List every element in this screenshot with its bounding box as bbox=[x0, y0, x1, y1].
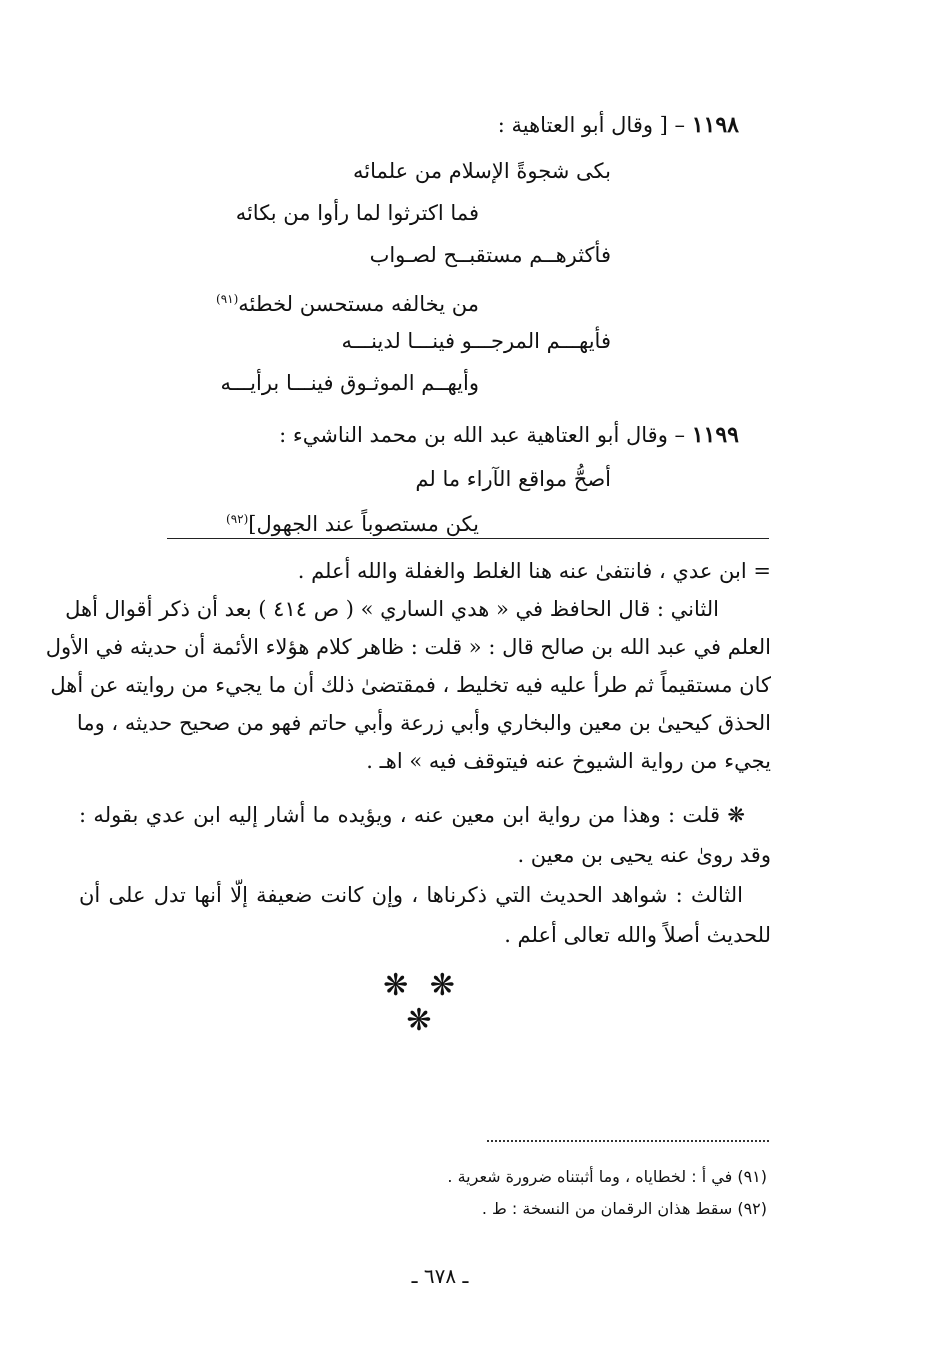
verse-1198-1: بكى شجوةً الإسلام من علمائه bbox=[353, 159, 611, 183]
entry-1198-heading bbox=[498, 110, 739, 140]
body-line-6: يجيء من رواية الشيوخ عنه فيتوقف فيه » اهـ . bbox=[366, 749, 771, 773]
verse-1198-4-text: من يخالفه مستحسن لخطئه bbox=[238, 292, 479, 316]
verse-1199-1: أصحُّ مواقع الآراء ما لم bbox=[415, 467, 611, 491]
body-line-5: الحذق كيحيىٰ بن معين والبخاري وأبي زرعة وأبي حاتم فهو من صحيح حديثه ، وما bbox=[76, 711, 771, 735]
footnote-91-text: في أ : لخطاياه ، وما أثبتناه ضرورة شعرية . bbox=[447, 1167, 733, 1186]
entry-1199-number: ١١٩٩ bbox=[691, 422, 739, 448]
entry-1198-number: ١١٩٨ bbox=[691, 112, 739, 138]
footnote-ref-91: (٩١) bbox=[216, 292, 239, 306]
footnote-92 bbox=[482, 1198, 767, 1220]
body-line-4: كان مستقيماً ثم طرأ عليه فيه تخليط ، فمقتضىٰ ذلك أن ما يجيء من روايته عن أهل bbox=[50, 673, 771, 697]
body-line-9: الثالث : شواهد الحديث التي ذكرناها ، وإن كانت ضعيفة إلّا أنها تدل على أن bbox=[79, 883, 743, 907]
section-divider bbox=[167, 538, 769, 539]
body-line-1: = ابن عدي ، فانتفىٰ عنه هنا الغلط والغفلة والله أعلم . bbox=[297, 559, 771, 583]
footnote-divider bbox=[487, 1140, 769, 1142]
body-line-8: وقد روىٰ عنه يحيى بن معين . bbox=[517, 843, 771, 867]
page-number: ـ ٦٧٨ ـ bbox=[411, 1264, 469, 1288]
body-line-10: للحديث أصلاً والله تعالى أعلم . bbox=[504, 923, 771, 947]
verse-1198-4 bbox=[216, 284, 479, 319]
footnote-92-text: سقط هذان الرقمان من النسخة : ط . bbox=[481, 1199, 733, 1218]
entry-1199-heading bbox=[279, 420, 739, 450]
body-line-3: العلم في عبد الله بن صالح قال : « قلت : ظاهر كلام هؤلاء الأئمة أن حديثه في الأول bbox=[45, 635, 771, 659]
verse-1198-5: فأيهـــم المرجـــو فينـــا لدينـــه bbox=[341, 329, 611, 353]
verse-1198-6: وأيهــم الموثـوق فينـــا برأيـــه bbox=[220, 371, 479, 395]
entry-1198-intro: – [ وقال أبو العتاهية : bbox=[497, 113, 686, 137]
body-line-7: ❋ قلت : وهذا من رواية ابن معين عنه ، ويؤيده ما أشار إليه ابن عدي بقوله : bbox=[79, 803, 745, 827]
footnote-91 bbox=[447, 1166, 767, 1188]
body-line-2: الثاني : قال الحافظ في « هدي الساري » ( ص ٤١٤ ) بعد أن ذكر أقوال أهل bbox=[65, 597, 719, 621]
verse-1199-2 bbox=[226, 504, 479, 539]
verse-1198-2: فما اكترثوا لما رأوا من بكائه bbox=[235, 201, 479, 225]
footnote-92-num: (٩٢) bbox=[737, 1199, 767, 1218]
section-separator-stars: ❋ ❋ ❋ bbox=[383, 968, 461, 1038]
footnote-91-num: (٩١) bbox=[737, 1167, 767, 1186]
verse-1199-2-text: يكن مستصوباً عند الجهول] bbox=[248, 512, 479, 536]
footnote-ref-92: (٩٢) bbox=[226, 512, 249, 526]
verse-1198-3: فأكثرهــم مستقبــح لصـواب bbox=[369, 243, 611, 267]
entry-1199-intro: – وقال أبو العتاهية عبد الله بن محمد الناشيء : bbox=[279, 423, 686, 447]
